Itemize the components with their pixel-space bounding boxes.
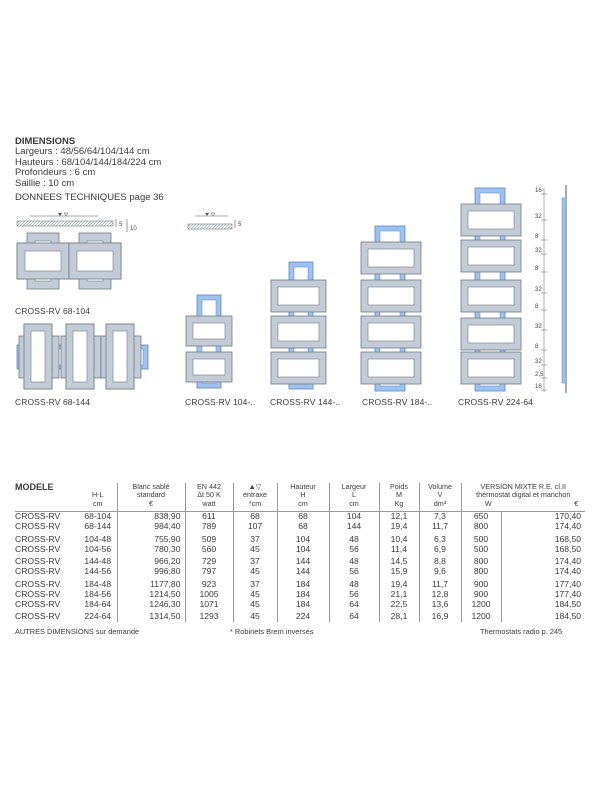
header-mixte-watt: W xyxy=(484,498,492,508)
header-entraxe-line2: entraxe xyxy=(243,490,267,500)
table-row xyxy=(15,609,585,622)
cell-entraxe: 45 xyxy=(233,590,277,600)
cell-price-mixte: 184,50 xyxy=(501,600,585,610)
cell-hl: 184-64 xyxy=(84,598,112,609)
side-dim-label: 8 xyxy=(535,304,539,310)
grey-frame-window xyxy=(278,359,319,377)
side-dim-label: 8 xyxy=(535,344,539,350)
cell-h: 68 xyxy=(277,522,329,532)
grey-frame-window xyxy=(25,251,61,271)
cell-weight: 15,9 xyxy=(379,567,419,577)
table-row xyxy=(15,545,585,555)
cell-w-mixte: 1200 xyxy=(461,600,501,610)
cell-watt: 729 xyxy=(185,554,233,567)
header-weight-line3: Kg xyxy=(394,498,404,508)
top-view-104 xyxy=(188,213,242,229)
header-watt-line2: Δt 50 K xyxy=(197,490,221,500)
grey-frame-window xyxy=(77,251,113,271)
cell-h: 144 xyxy=(277,567,329,577)
cell-hl: 144-48 xyxy=(84,556,112,567)
cell-watt: 789 xyxy=(185,522,233,532)
dimension-depths: Profondeurs : 6 cm xyxy=(15,167,96,179)
caption-184: CROSS-RV 184-.. xyxy=(362,397,433,407)
cell-l: 56 xyxy=(329,567,379,577)
cell-entraxe: 68 xyxy=(233,512,277,522)
grey-frame-window xyxy=(368,249,414,267)
cell-model: CROSS-RV xyxy=(15,598,61,609)
cell-entraxe: 45 xyxy=(233,567,277,577)
header-price-line2: standard xyxy=(137,490,165,500)
grey-frame-window xyxy=(368,359,414,377)
cell-hl: 68-104 xyxy=(84,511,112,522)
cell-volume: 8,8 xyxy=(419,554,461,567)
cell-entraxe: 37 xyxy=(233,577,277,590)
cell-h: 104 xyxy=(277,545,329,555)
header-model xyxy=(15,483,79,512)
cell-price-mixte: 168,50 xyxy=(501,545,585,555)
cell-price: 1246,30 xyxy=(117,600,185,610)
cell-hl: 184-48 xyxy=(84,579,112,589)
cell-price-mixte: 170,40 xyxy=(501,512,585,522)
cell-volume: 12,8 xyxy=(419,590,461,600)
header-price-line1: Blanc sablé xyxy=(132,482,170,491)
cell-volume: 16,9 xyxy=(419,609,461,622)
cell-watt: 797 xyxy=(185,567,233,577)
cell-h: 104 xyxy=(277,532,329,545)
cell-price-mixte: 174,40 xyxy=(501,522,585,532)
footer-other-dimensions: AUTRES DIMENSIONS sur demande xyxy=(15,627,140,636)
header-entraxe-line3: *cm xyxy=(248,498,262,508)
grey-frame-window xyxy=(73,331,87,382)
cell-w-mixte: 800 xyxy=(461,567,501,577)
cell-h: 184 xyxy=(277,600,329,610)
cell-w-mixte: 650 xyxy=(461,512,501,522)
cell-weight: 12,1 xyxy=(379,512,419,522)
header-entraxe-line1: ▲▽ xyxy=(248,482,262,491)
cell-price: 1214,50 xyxy=(117,590,185,600)
cell-price-mixte: 174,40 xyxy=(501,567,585,577)
side-dim-label: 16 xyxy=(535,188,542,194)
side-dim-label: 32 xyxy=(535,214,542,220)
header-watt-line1: EN 442 xyxy=(197,482,221,491)
cell-model: CROSS-RV xyxy=(15,511,61,522)
cell-price-mixte: 177,40 xyxy=(501,590,585,600)
cell-l: 104 xyxy=(329,512,379,522)
header-watt-line3: watt xyxy=(202,498,216,508)
cell-watt: 1005 xyxy=(185,590,233,600)
header-width-line2: L xyxy=(352,490,356,500)
cell-h: 184 xyxy=(277,577,329,590)
cell-watt: 1071 xyxy=(185,600,233,610)
header-price-line3: € xyxy=(149,498,153,508)
cell-model: CROSS-RV xyxy=(15,579,61,589)
top-view-68 xyxy=(17,213,137,232)
cell-price: 996,80 xyxy=(117,567,185,577)
cell-volume: 7,3 xyxy=(419,512,461,522)
cell-price: 838,90 xyxy=(117,512,185,522)
cell-hl: 184-56 xyxy=(84,588,112,599)
price-table xyxy=(15,483,585,622)
cell-l: 48 xyxy=(329,554,379,567)
grey-frame-window xyxy=(468,287,514,305)
cell-price: 780,30 xyxy=(117,545,185,555)
header-volume xyxy=(419,483,461,512)
side-dim-label: 32 xyxy=(535,359,542,365)
cell-entraxe: 37 xyxy=(233,532,277,545)
cell-w-mixte: 900 xyxy=(461,590,501,600)
header-mixte-line1: VERSION MIXTE R.E. cl.II xyxy=(480,482,566,491)
cell-weight: 19,4 xyxy=(379,577,419,590)
cell-weight: 19,4 xyxy=(379,522,419,532)
cell-hl: 144-56 xyxy=(84,566,112,577)
dimension-heights: Hauteurs : 68/104/144/184/224 cm xyxy=(15,156,162,168)
side-dim-label: 32 xyxy=(535,324,542,330)
header-weight-line2: M xyxy=(396,490,402,500)
side-profile xyxy=(535,185,566,393)
caption-144: CROSS-RV 144-.. xyxy=(270,397,341,407)
cell-model: CROSS-RV xyxy=(15,543,61,554)
grey-frame-window xyxy=(193,359,225,375)
grey-frame-window xyxy=(368,323,414,341)
header-volume-line2: V xyxy=(437,490,443,500)
cell-volume: 11,7 xyxy=(419,577,461,590)
header-hl-line3: cm xyxy=(92,498,103,508)
cell-w-mixte: 1200 xyxy=(461,609,501,622)
grey-frame-window xyxy=(31,331,45,382)
cell-w-mixte: 800 xyxy=(461,522,501,532)
caption-104: CROSS-RV 104-.. xyxy=(185,397,256,407)
cell-h: 68 xyxy=(277,512,329,522)
header-hl xyxy=(79,483,117,512)
header-height-line3: cm xyxy=(298,498,308,508)
cell-price: 966,20 xyxy=(117,554,185,567)
grey-frame-window xyxy=(278,323,319,341)
dimensions-title: DIMENSIONS xyxy=(15,136,76,147)
side-dim-label: 16 xyxy=(535,384,542,390)
side-dimension-labels xyxy=(535,188,547,390)
grey-frame-window xyxy=(468,325,514,343)
cell-h: 144 xyxy=(277,554,329,567)
cell-volume: 6,3 xyxy=(419,532,461,545)
header-height xyxy=(277,483,329,512)
cell-price-mixte: 177,40 xyxy=(501,577,585,590)
header-weight-line1: Poids xyxy=(390,482,408,491)
cell-weight: 22,5 xyxy=(379,600,419,610)
header-height-line1: Hauteur xyxy=(290,482,316,491)
cell-l: 64 xyxy=(329,609,379,622)
header-volume-line3: dm³ xyxy=(433,498,447,508)
grey-frame-window xyxy=(193,323,225,339)
cell-hl: 68-144 xyxy=(84,521,112,532)
header-hl-line2: H-L xyxy=(91,490,104,500)
cell-price-mixte: 168,50 xyxy=(501,532,585,545)
cell-price-mixte: 174,40 xyxy=(501,554,585,567)
dimension-widths: Largeurs : 48/56/64/104/144 cm xyxy=(15,146,150,158)
cell-hl: 224-64 xyxy=(84,611,112,622)
cell-watt: 611 xyxy=(185,512,233,522)
cell-price: 755,90 xyxy=(117,532,185,545)
footer-brem-note: * Robinets Brem inversés xyxy=(230,627,314,636)
cell-h: 184 xyxy=(277,590,329,600)
cell-model: CROSS-RV xyxy=(15,533,61,544)
cell-volume: 13,6 xyxy=(419,600,461,610)
top-view-dim-a: 5 xyxy=(119,222,123,228)
cell-watt: 923 xyxy=(185,577,233,590)
cell-volume: 11,7 xyxy=(419,522,461,532)
cell-hl: 104-48 xyxy=(84,533,112,544)
header-width xyxy=(329,483,379,512)
cell-entraxe: 37 xyxy=(233,554,277,567)
cell-price: 1314,50 xyxy=(117,609,185,622)
table-row xyxy=(15,567,585,577)
header-width-line1: Largeur xyxy=(341,482,367,491)
grey-frame-window xyxy=(368,287,414,305)
cell-model: CROSS-RV xyxy=(15,556,61,567)
dimension-projection: Saillie : 10 cm xyxy=(15,177,75,189)
cell-l: 56 xyxy=(329,545,379,555)
cell-entraxe: 45 xyxy=(233,600,277,610)
cell-l: 144 xyxy=(329,522,379,532)
cell-price: 984,40 xyxy=(117,522,185,532)
top-view-dim-b: 10 xyxy=(130,226,137,232)
grey-frame-window xyxy=(278,287,319,305)
cell-watt: 1293 xyxy=(185,609,233,622)
caption-68-144: CROSS-RV 68-144 xyxy=(15,397,91,407)
header-entraxe xyxy=(233,483,277,512)
table-row xyxy=(15,532,585,545)
table-header xyxy=(15,483,585,512)
cell-h: 224 xyxy=(277,609,329,622)
cell-entraxe: 45 xyxy=(233,545,277,555)
cell-volume: 9,6 xyxy=(419,567,461,577)
header-mixte-line2: thermostat digital et manchon xyxy=(476,490,571,500)
header-model-label: MODELE xyxy=(15,482,54,492)
cell-watt: 560 xyxy=(185,545,233,555)
grey-frame-window xyxy=(468,247,514,265)
cell-price: 1177,80 xyxy=(117,577,185,590)
table-row xyxy=(15,522,585,532)
side-dim-label: 32 xyxy=(535,248,542,254)
side-dim-label: 2,5 xyxy=(535,372,544,378)
grey-frame-window xyxy=(113,331,127,382)
cell-weight: 11,4 xyxy=(379,545,419,555)
cell-price-mixte: 184,50 xyxy=(501,609,585,622)
cell-w-mixte: 500 xyxy=(461,532,501,545)
cell-weight: 21,1 xyxy=(379,590,419,600)
header-width-line3: cm xyxy=(349,498,359,508)
header-height-line2: H xyxy=(300,490,306,500)
header-watt xyxy=(185,483,233,512)
cell-volume: 6,9 xyxy=(419,545,461,555)
cell-watt: 509 xyxy=(185,532,233,545)
cell-l: 64 xyxy=(329,600,379,610)
caption-224: CROSS-RV 224-64 xyxy=(458,397,534,407)
grey-frame-window xyxy=(468,211,514,229)
cell-model: CROSS-RV xyxy=(15,611,61,622)
side-dim-label: 32 xyxy=(535,287,542,293)
header-weight xyxy=(379,483,419,512)
side-dim-label: 8 xyxy=(535,234,539,240)
cell-w-mixte: 900 xyxy=(461,577,501,590)
cell-w-mixte: 800 xyxy=(461,554,501,567)
cell-model: CROSS-RV xyxy=(15,588,61,599)
header-price xyxy=(117,483,185,512)
table-row xyxy=(15,577,585,590)
cell-w-mixte: 500 xyxy=(461,545,501,555)
tech-data-reference: DONNEES TECHNIQUES page 36 xyxy=(15,192,164,204)
cell-l: 48 xyxy=(329,577,379,590)
header-mixte xyxy=(461,483,585,512)
caption-68-104: CROSS-RV 68-104 xyxy=(15,306,91,316)
cell-model: CROSS-RV xyxy=(15,521,61,532)
cell-weight: 10,4 xyxy=(379,532,419,545)
grey-frame-window xyxy=(468,359,514,377)
cell-model: CROSS-RV xyxy=(15,566,61,577)
radiator-fronts xyxy=(17,188,521,391)
cell-entraxe: 45 xyxy=(233,609,277,622)
cell-l: 56 xyxy=(329,590,379,600)
top-view-dim-c: 5 xyxy=(238,222,242,228)
cell-weight: 28,1 xyxy=(379,609,419,622)
footer-thermostat-note: Thermostats radio p. 245 xyxy=(480,627,563,636)
header-volume-line1: Volume xyxy=(428,482,452,491)
cell-weight: 14,5 xyxy=(379,554,419,567)
header-mixte-euro: € xyxy=(574,498,579,508)
cell-l: 48 xyxy=(329,532,379,545)
cell-hl: 104-56 xyxy=(84,543,112,554)
table-row xyxy=(15,600,585,610)
cell-entraxe: 107 xyxy=(233,522,277,532)
side-dim-label: 8 xyxy=(535,266,539,272)
